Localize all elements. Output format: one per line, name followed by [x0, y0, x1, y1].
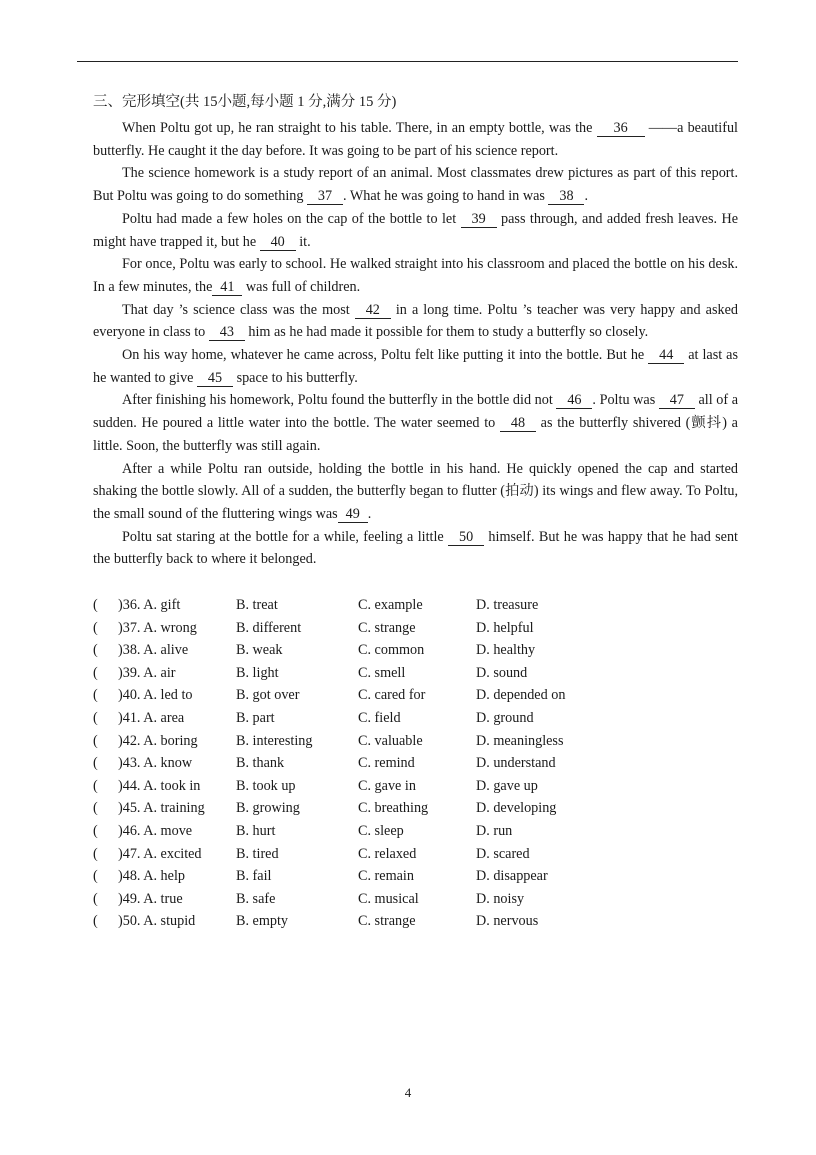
blank-47: 47: [659, 392, 695, 409]
passage-text: was full of children.: [242, 278, 361, 295]
passage-text: pass through, and added fresh leaves. He might have trapped it, but he: [93, 210, 738, 250]
option-row: [93, 733, 613, 756]
answer-paren: (: [93, 732, 98, 749]
option-row: [93, 800, 613, 823]
option-b: B. light: [236, 664, 279, 681]
option-b: B. got over: [236, 687, 300, 704]
answer-paren: (: [93, 709, 98, 726]
passage-paragraph: [93, 299, 738, 344]
option-a: )49. A. true: [118, 890, 183, 907]
passage-text: After finishing his homework, Poltu found the butterfly in the bottle did not: [122, 392, 557, 409]
option-row: [93, 755, 613, 778]
option-c: C. field: [358, 709, 401, 726]
option-a: )39. A. air: [118, 664, 176, 681]
cloze-passage: [93, 117, 738, 571]
option-a: )41. A. area: [118, 709, 185, 726]
option-a: )42. A. boring: [118, 732, 198, 749]
option-a: )38. A. alive: [118, 642, 189, 659]
option-b: B. empty: [236, 913, 289, 930]
option-row: [93, 868, 613, 891]
option-c: C. smell: [358, 664, 406, 681]
blank-37: 37: [307, 188, 343, 205]
blank-40: 40: [260, 234, 296, 251]
passage-text: That day ’s science class was the most: [122, 301, 355, 318]
passage-paragraph: [93, 162, 738, 207]
option-b: B. safe: [236, 890, 276, 907]
blank-49: 49: [338, 506, 368, 523]
passage-text: himself. But he was happy that he had sent the butterfly back to where it belonged.: [93, 528, 738, 568]
option-a: )43. A. know: [118, 755, 193, 772]
option-c: C. gave in: [358, 777, 416, 794]
option-row: [93, 687, 613, 710]
blank-42: 42: [355, 302, 391, 319]
option-a: )46. A. move: [118, 822, 193, 839]
option-c: C. musical: [358, 890, 419, 907]
option-d: D. gave up: [476, 777, 538, 794]
option-row: [93, 913, 613, 936]
option-c: C. strange: [358, 913, 416, 930]
option-b: B. hurt: [236, 822, 276, 839]
option-b: B. part: [236, 709, 275, 726]
passage-paragraph: [93, 526, 738, 571]
option-d: D. healthy: [476, 642, 536, 659]
option-d: D. sound: [476, 664, 528, 681]
option-d: D. understand: [476, 755, 556, 772]
option-c: C. remind: [358, 755, 415, 772]
blank-36: 36: [597, 120, 645, 137]
answer-paren: (: [93, 687, 98, 704]
option-d: D. ground: [476, 709, 534, 726]
passage-text: as the butterfly shivered (颤抖) a little. Soon, the butterfly was still again.: [93, 415, 738, 454]
option-b: B. took up: [236, 777, 296, 794]
option-b: B. interesting: [236, 732, 313, 749]
passage-text: him as he had made it possible for them to study a butterfly so closely.: [244, 324, 649, 341]
passage-text: . What he was going to hand in was: [343, 188, 549, 205]
option-c: C. valuable: [358, 732, 423, 749]
option-b: B. treat: [236, 597, 278, 613]
passage-paragraph: [93, 344, 738, 389]
option-d: D. meaningless: [476, 732, 564, 749]
blank-38: 38: [548, 188, 584, 205]
option-c: C. sleep: [358, 822, 404, 839]
option-b: B. tired: [236, 845, 279, 862]
answer-paren: (: [93, 845, 98, 862]
option-a: )40. A. led to: [118, 687, 193, 704]
option-d: D. developing: [476, 800, 557, 817]
header-rule: [77, 61, 738, 62]
answer-paren: (: [93, 913, 98, 930]
option-a: )50. A. stupid: [118, 913, 196, 930]
option-row: [93, 846, 613, 869]
page-number: 4: [404, 1085, 412, 1100]
option-a: )47. A. excited: [118, 845, 202, 862]
option-b: B. growing: [236, 800, 300, 817]
answer-paren: (: [93, 597, 98, 613]
option-d: D. disappear: [476, 868, 548, 885]
passage-text: The science homework is a study report of an animal. Most classmates drew pictures as part of this report. But Poltu was going to do something: [93, 165, 738, 205]
option-d: D. scared: [476, 845, 530, 862]
option-row: [93, 710, 613, 733]
passage-text: . Poltu was: [592, 392, 659, 409]
passage-text: For once, Poltu was early to school. He walked straight into his classroom and placed the bottle on his desk. In a few minutes, the: [93, 256, 738, 295]
blank-41: 41: [212, 279, 242, 296]
blank-43: 43: [209, 324, 245, 341]
option-c: C. example: [358, 597, 423, 613]
answer-paren: (: [93, 755, 98, 772]
answer-paren: (: [93, 664, 98, 681]
passage-text: at last as he wanted to give: [93, 347, 738, 386]
option-a: )44. A. took in: [118, 777, 201, 794]
blank-45: 45: [197, 370, 233, 387]
option-row: [93, 642, 613, 665]
blank-50: 50: [448, 529, 484, 546]
option-d: D. run: [476, 822, 513, 839]
answer-paren: (: [93, 642, 98, 659]
passage-text: in a long time. Poltu ’s teacher was very happy and asked everyone in class to: [93, 301, 738, 341]
passage-text: space to his butterfly.: [233, 369, 358, 386]
option-c: C. remain: [358, 868, 414, 885]
option-b: B. thank: [236, 755, 285, 772]
option-b: B. weak: [236, 642, 283, 659]
blank-44: 44: [648, 347, 684, 364]
option-b: B. fail: [236, 868, 272, 885]
answer-paren: (: [93, 890, 98, 907]
option-a: )45. A. training: [118, 800, 205, 817]
options-list: [93, 597, 613, 936]
option-c: C. cared for: [358, 687, 426, 704]
option-c: C. strange: [358, 619, 416, 636]
passage-paragraph: [93, 253, 738, 298]
passage-text: After a while Poltu ran outside, holding the bottle in his hand. He quickly opened the cap and started shaking the bottle slowly. All of a sudden, the butterfly began to flutter (拍动) its wings and flew away. To Poltu, the small sound of the fluttering wings was: [93, 460, 738, 522]
answer-paren: (: [93, 777, 98, 794]
passage-text: all of a sudden. He poured a little water into the bottle. The water seemed to: [93, 392, 739, 432]
option-a: )37. A. wrong: [118, 619, 197, 636]
option-d: D. helpful: [476, 619, 534, 636]
passage-text: .: [584, 188, 588, 205]
option-d: D. treasure: [476, 597, 539, 613]
passage-paragraph: [93, 458, 738, 526]
option-c: C. breathing: [358, 800, 429, 817]
passage-text: When Poltu got up, he ran straight to his table. There, in an empty bottle, was the: [122, 120, 597, 136]
option-c: C. common: [358, 642, 425, 659]
option-row: [93, 823, 613, 846]
option-a: )48. A. help: [118, 868, 185, 885]
blank-46: 46: [556, 392, 592, 409]
option-row: [93, 778, 613, 801]
answer-paren: (: [93, 619, 98, 636]
answer-paren: (: [93, 822, 98, 839]
passage-text: Poltu had made a few holes on the cap of the bottle to let: [122, 210, 461, 227]
passage-text: Poltu sat staring at the bottle for a while, feeling a little: [122, 528, 449, 545]
blank-39: 39: [461, 211, 497, 228]
blank-48: 48: [500, 415, 536, 432]
option-d: D. noisy: [476, 890, 525, 907]
option-b: B. different: [236, 619, 302, 636]
option-d: D. nervous: [476, 913, 539, 930]
passage-text: it.: [295, 233, 311, 250]
section-title: 三、完形填空(共 15小题,每小题 1 分,满分 15 分): [93, 94, 397, 110]
passage-text: ——a beautiful butterfly. He caught it the day before. It was going to be part of his science report.: [93, 120, 738, 159]
passage-text: On his way home, whatever he came across, Poltu felt like putting it into the bottle. But he: [122, 347, 649, 364]
option-d: D. depended on: [476, 687, 566, 704]
passage-paragraph: [93, 389, 738, 457]
option-row: [93, 891, 613, 914]
answer-paren: (: [93, 800, 98, 817]
option-c: C. relaxed: [358, 845, 417, 862]
passage-text: .: [367, 505, 372, 522]
answer-paren: (: [93, 868, 98, 885]
option-a: )36. A. gift: [118, 597, 181, 613]
passage-paragraph: [93, 117, 738, 162]
passage-paragraph: [93, 208, 738, 253]
option-row: [93, 597, 613, 620]
option-row: [93, 620, 613, 643]
option-row: [93, 665, 613, 688]
